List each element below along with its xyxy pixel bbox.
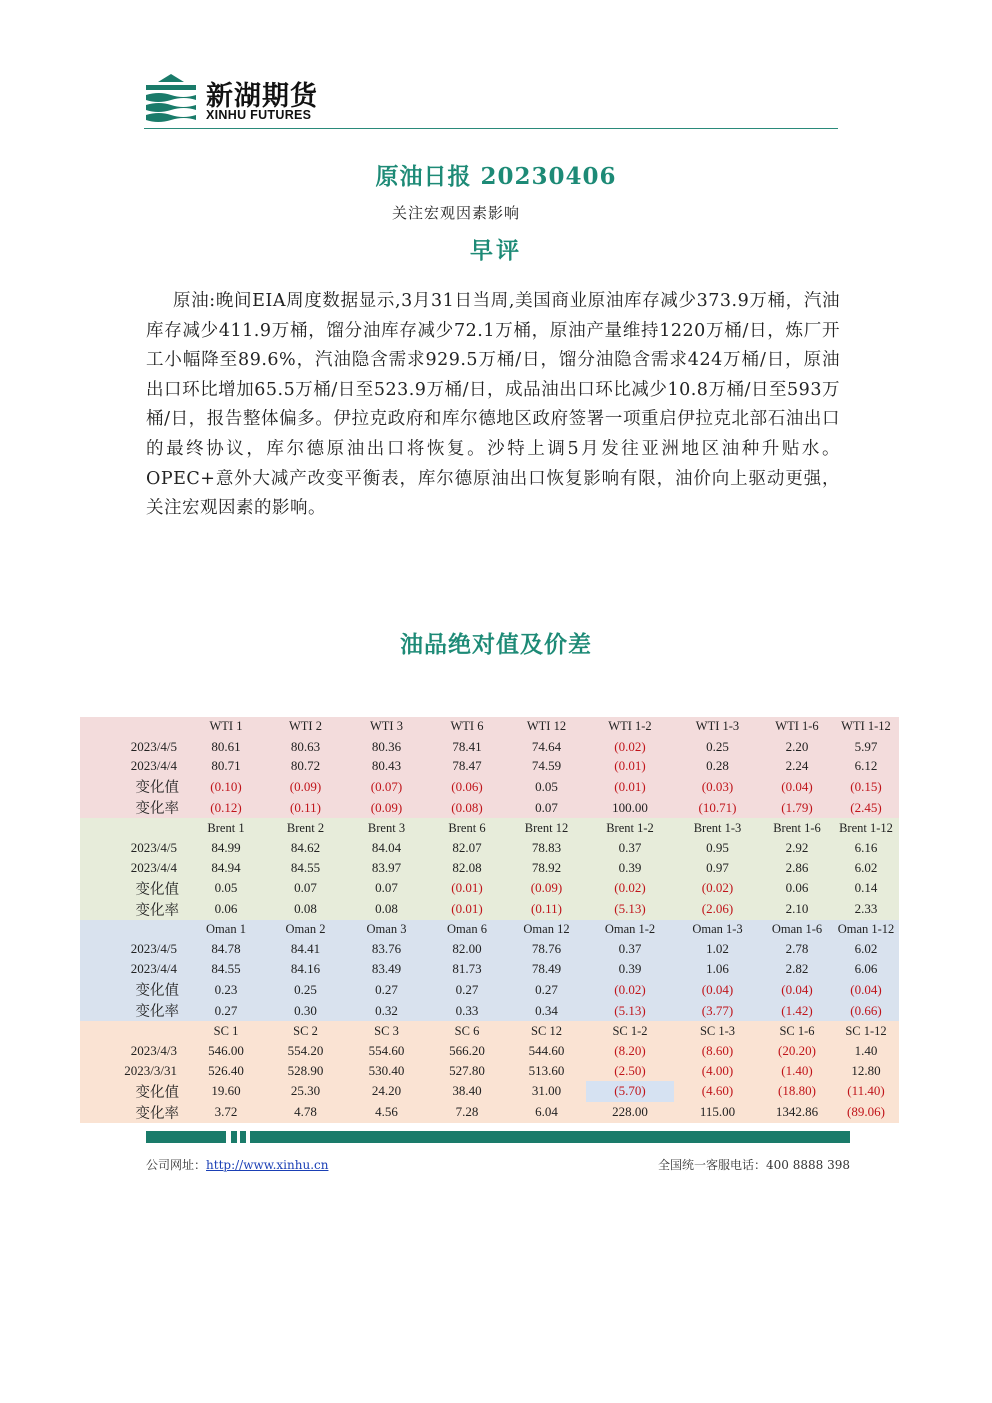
table-cell: 84.41: [265, 940, 346, 960]
column-header: WTI 3: [346, 717, 427, 737]
footer-bar: [250, 1131, 850, 1143]
section-heading-morning: 早评: [470, 237, 522, 264]
table-row: [80, 1000, 899, 1021]
row-label: 变化率: [80, 1102, 187, 1123]
table-cell: (0.09): [346, 797, 427, 818]
table-row: [80, 1102, 899, 1123]
table-cell: (0.04): [674, 979, 761, 1000]
table-cell: 6.04: [507, 1102, 586, 1123]
table-cell: 6.02: [833, 940, 899, 960]
table-cell: 78.83: [507, 838, 586, 858]
row-label: 2023/4/4: [80, 959, 187, 979]
website-label: 公司网址：: [146, 1158, 207, 1172]
column-header: Oman 1-12: [833, 920, 899, 940]
table-cell: 546.00: [187, 1041, 265, 1061]
table-header-row: [80, 717, 899, 737]
column-header: WTI 1-3: [674, 717, 761, 737]
table-cell: 527.80: [427, 1061, 507, 1081]
table-cell: (8.60): [674, 1041, 761, 1061]
table-cell: 2.20: [761, 737, 833, 757]
xinhu-logo-icon: [144, 72, 198, 126]
table-row: [80, 757, 899, 777]
column-header: Brent 1-6: [761, 818, 833, 838]
table-cell: 82.00: [427, 940, 507, 960]
table-row: [80, 940, 899, 960]
table-cell: 80.71: [187, 757, 265, 777]
table-cell: (0.02): [586, 878, 674, 899]
table-cell: 2.10: [761, 899, 833, 920]
table-cell: 115.00: [674, 1102, 761, 1123]
table-cell: 0.25: [265, 979, 346, 1000]
table-cell: (0.02): [586, 737, 674, 757]
table-cell: 84.55: [265, 858, 346, 878]
row-label: 2023/4/5: [80, 737, 187, 757]
table-cell: 1.40: [833, 1041, 899, 1061]
row-label: 变化率: [80, 899, 187, 920]
table-cell: 0.37: [586, 940, 674, 960]
table-cell: (18.80): [761, 1081, 833, 1102]
table-cell: 1.06: [674, 959, 761, 979]
column-header: WTI 6: [427, 717, 507, 737]
table-cell: 0.27: [346, 979, 427, 1000]
table-cell: 228.00: [586, 1102, 674, 1123]
table-cell: 78.47: [427, 757, 507, 777]
table-cell: 0.27: [427, 979, 507, 1000]
footer-bar: [231, 1131, 237, 1143]
footer-bar: [146, 1131, 226, 1143]
website-link[interactable]: http://www.xinhu.cn: [206, 1158, 329, 1172]
table-cell: 554.60: [346, 1041, 427, 1061]
table-cell: 0.05: [507, 776, 586, 797]
column-header: Oman 1-6: [761, 920, 833, 940]
column-header: SC 6: [427, 1021, 507, 1041]
column-header: Brent 12: [507, 818, 586, 838]
table-cell: (0.01): [427, 878, 507, 899]
header-blank-cell: [80, 717, 187, 737]
table-cell: 83.76: [346, 940, 427, 960]
table-cell: (0.09): [265, 776, 346, 797]
table-cell: 0.97: [674, 858, 761, 878]
table-cell: 528.90: [265, 1061, 346, 1081]
table-cell: 0.07: [507, 797, 586, 818]
row-label: 2023/4/4: [80, 858, 187, 878]
table-cell: 0.25: [674, 737, 761, 757]
table-cell: (0.03): [674, 776, 761, 797]
table-cell: 0.27: [187, 1000, 265, 1021]
table-cell: (2.50): [586, 1061, 674, 1081]
brand-name-en: XINHU FUTURES: [206, 108, 312, 122]
table-cell: 2.33: [833, 899, 899, 920]
table-cell: 25.30: [265, 1081, 346, 1102]
table-cell: (0.02): [586, 979, 674, 1000]
table-cell: 513.60: [507, 1061, 586, 1081]
column-header: WTI 1-6: [761, 717, 833, 737]
table-cell: 0.95: [674, 838, 761, 858]
table-cell: (3.77): [674, 1000, 761, 1021]
table-cell: (20.20): [761, 1041, 833, 1061]
table-cell: 78.76: [507, 940, 586, 960]
table-cell: 0.30: [265, 1000, 346, 1021]
row-label: 2023/4/5: [80, 838, 187, 858]
table-cell: 12.80: [833, 1061, 899, 1081]
table-cell: 82.07: [427, 838, 507, 858]
column-header: Oman 6: [427, 920, 507, 940]
row-label: 变化值: [80, 979, 187, 1000]
table-cell: 0.07: [265, 878, 346, 899]
table-cell: 0.08: [265, 899, 346, 920]
table-cell: (0.12): [187, 797, 265, 818]
table-cell: 2.92: [761, 838, 833, 858]
table-cell: (5.70): [586, 1081, 674, 1102]
footer-hotline: 全国统一客服电话：400 8888 398: [658, 1158, 850, 1172]
table-cell: 0.37: [586, 838, 674, 858]
table-cell: (0.15): [833, 776, 899, 797]
table-cell: (89.06): [833, 1102, 899, 1123]
column-header: SC 1-6: [761, 1021, 833, 1041]
table-cell: 7.28: [427, 1102, 507, 1123]
header-divider: [144, 128, 838, 129]
table-cell: 0.28: [674, 757, 761, 777]
table-header-row: [80, 818, 899, 838]
table-cell: (1.42): [761, 1000, 833, 1021]
column-header: Brent 1-3: [674, 818, 761, 838]
section-heading-table: 油品绝对值及价差: [400, 631, 592, 658]
table-cell: 0.06: [761, 878, 833, 899]
table-row: [80, 776, 899, 797]
table-cell: 6.06: [833, 959, 899, 979]
table-cell: 78.92: [507, 858, 586, 878]
table-cell: 83.97: [346, 858, 427, 878]
column-header: WTI 1-12: [833, 717, 899, 737]
table-cell: (0.04): [761, 979, 833, 1000]
table-cell: (2.06): [674, 899, 761, 920]
table-cell: 80.36: [346, 737, 427, 757]
table-cell: 3.72: [187, 1102, 265, 1123]
table-cell: 4.78: [265, 1102, 346, 1123]
table-cell: (5.13): [586, 899, 674, 920]
header-blank-cell: [80, 920, 187, 940]
header-blank-cell: [80, 818, 187, 838]
column-header: SC 1-2: [586, 1021, 674, 1041]
table-row: [80, 858, 899, 878]
row-label: 变化值: [80, 878, 187, 899]
table-cell: 1.02: [674, 940, 761, 960]
footer-website: [146, 1156, 328, 1173]
table-cell: (0.02): [674, 878, 761, 899]
table-cell: 74.64: [507, 737, 586, 757]
table-cell: (8.20): [586, 1041, 674, 1061]
column-header: Oman 3: [346, 920, 427, 940]
table-cell: (1.40): [761, 1061, 833, 1081]
table-cell: 544.60: [507, 1041, 586, 1061]
table-header-row: [80, 1021, 899, 1041]
table-cell: 0.23: [187, 979, 265, 1000]
column-header: Oman 12: [507, 920, 586, 940]
table-cell: 2.82: [761, 959, 833, 979]
report-title: 原油日报 20230406: [375, 163, 617, 190]
company-logo: [144, 72, 344, 128]
row-label: 变化值: [80, 776, 187, 797]
row-label: 变化率: [80, 1000, 187, 1021]
table-cell: 4.56: [346, 1102, 427, 1123]
table-cell: 2.24: [761, 757, 833, 777]
table-row: [80, 838, 899, 858]
row-label: 变化率: [80, 797, 187, 818]
table-cell: (4.00): [674, 1061, 761, 1081]
table-cell: 84.62: [265, 838, 346, 858]
column-header: WTI 1-2: [586, 717, 674, 737]
footer-bar: [240, 1131, 246, 1143]
table-row: [80, 1041, 899, 1061]
table-cell: (0.04): [761, 776, 833, 797]
table-row: [80, 959, 899, 979]
row-label: 2023/4/5: [80, 940, 187, 960]
row-label: 2023/3/31: [80, 1061, 187, 1081]
table-row: [80, 878, 899, 899]
table-row: [80, 1081, 899, 1102]
table-cell: 0.32: [346, 1000, 427, 1021]
table-cell: 78.49: [507, 959, 586, 979]
table-cell: (0.66): [833, 1000, 899, 1021]
table-cell: (0.01): [586, 776, 674, 797]
table-cell: 38.40: [427, 1081, 507, 1102]
table-row: [80, 1061, 899, 1081]
column-header: SC 3: [346, 1021, 427, 1041]
table-cell: (5.13): [586, 1000, 674, 1021]
column-header: SC 1-3: [674, 1021, 761, 1041]
table-cell: (0.06): [427, 776, 507, 797]
table-cell: (0.07): [346, 776, 427, 797]
table-cell: 554.20: [265, 1041, 346, 1061]
column-header: SC 1-12: [833, 1021, 899, 1041]
table-cell: 0.39: [586, 959, 674, 979]
table-cell: 6.12: [833, 757, 899, 777]
table-cell: (0.01): [427, 899, 507, 920]
table-row: [80, 797, 899, 818]
column-header: Brent 3: [346, 818, 427, 838]
table-cell: 84.78: [187, 940, 265, 960]
table-cell: 0.14: [833, 878, 899, 899]
column-header: Oman 1: [187, 920, 265, 940]
table-header-row: [80, 920, 899, 940]
table-cell: 80.72: [265, 757, 346, 777]
table-cell: 31.00: [507, 1081, 586, 1102]
table-cell: 526.40: [187, 1061, 265, 1081]
row-label: 2023/4/3: [80, 1041, 187, 1061]
table-cell: (2.45): [833, 797, 899, 818]
table-cell: 84.55: [187, 959, 265, 979]
table-cell: 78.41: [427, 737, 507, 757]
table-cell: (0.08): [427, 797, 507, 818]
table-cell: (0.01): [586, 757, 674, 777]
report-subtitle: 关注宏观因素影响: [392, 204, 521, 222]
table-cell: 80.61: [187, 737, 265, 757]
column-header: Oman 1-3: [674, 920, 761, 940]
table-cell: 80.43: [346, 757, 427, 777]
table-cell: 84.16: [265, 959, 346, 979]
table-cell: 0.34: [507, 1000, 586, 1021]
table-cell: 84.94: [187, 858, 265, 878]
table-cell: 0.33: [427, 1000, 507, 1021]
table-cell: 530.40: [346, 1061, 427, 1081]
column-header: Oman 1-2: [586, 920, 674, 940]
table-cell: 74.59: [507, 757, 586, 777]
commentary-paragraph: 原油:晚间EIA周度数据显示,3月31日当周,美国商业原油库存减少373.9万桶，汽油库存减少411.9万桶，馏分油库存减少72.1万桶，原油产量维持1220万桶/日，炼厂开工小幅降至89.6%，汽油隐含需求929.5万桶/日，馏分油隐含需求424万桶/日，原油出口环比增加65.5万桶/日至523.9万桶/日，成品油出口环比减少10.8万桶/日至593万桶/日，报告整体偏多。伊拉克政府和库尔德地区政府签署一项重启伊拉克北部石油出口的最终协议，库尔德原油出口将恢复。沙特上调5月发往亚洲地区油种升贴水。OPEC+意外大减产改变平衡表，库尔德原油出口恢复影响有限，油价向上驱动更强，关注宏观因素的影响。: [146, 291, 840, 519]
column-header: Brent 1-12: [833, 818, 899, 838]
column-header: SC 12: [507, 1021, 586, 1041]
table-cell: 6.02: [833, 858, 899, 878]
table-cell: (1.79): [761, 797, 833, 818]
table-cell: 24.20: [346, 1081, 427, 1102]
table-row: [80, 979, 899, 1000]
table-cell: 6.16: [833, 838, 899, 858]
table-cell: 0.05: [187, 878, 265, 899]
column-header: Brent 2: [265, 818, 346, 838]
table-cell: 0.06: [187, 899, 265, 920]
table-cell: (4.60): [674, 1081, 761, 1102]
table-cell: (11.40): [833, 1081, 899, 1102]
table-cell: 0.07: [346, 878, 427, 899]
table-cell: 0.08: [346, 899, 427, 920]
table-cell: 80.63: [265, 737, 346, 757]
table-cell: 5.97: [833, 737, 899, 757]
column-header: SC 1: [187, 1021, 265, 1041]
table-cell: 81.73: [427, 959, 507, 979]
column-header: Brent 6: [427, 818, 507, 838]
column-header: WTI 1: [187, 717, 265, 737]
table-row: [80, 737, 899, 757]
table-cell: 19.60: [187, 1081, 265, 1102]
oil-price-spread-table: [80, 717, 899, 1123]
column-header: SC 2: [265, 1021, 346, 1041]
brand-name-cn: 新湖期货: [206, 81, 318, 112]
row-label: 变化值: [80, 1081, 187, 1102]
table-cell: (0.04): [833, 979, 899, 1000]
table-cell: 0.27: [507, 979, 586, 1000]
table-cell: 566.20: [427, 1041, 507, 1061]
table-cell: 100.00: [586, 797, 674, 818]
column-header: Brent 1-2: [586, 818, 674, 838]
table-cell: 82.08: [427, 858, 507, 878]
header-blank-cell: [80, 1021, 187, 1041]
row-label: 2023/4/4: [80, 757, 187, 777]
table-cell: (0.09): [507, 878, 586, 899]
table-cell: 2.86: [761, 858, 833, 878]
table-row: [80, 899, 899, 920]
table-cell: (0.11): [507, 899, 586, 920]
column-header: WTI 12: [507, 717, 586, 737]
column-header: WTI 2: [265, 717, 346, 737]
column-header: Brent 1: [187, 818, 265, 838]
table-cell: 83.49: [346, 959, 427, 979]
table-cell: 84.99: [187, 838, 265, 858]
table-cell: (0.11): [265, 797, 346, 818]
column-header: Oman 2: [265, 920, 346, 940]
table-cell: 84.04: [346, 838, 427, 858]
table-cell: 1342.86: [761, 1102, 833, 1123]
table-cell: 2.78: [761, 940, 833, 960]
table-cell: (0.10): [187, 776, 265, 797]
table-cell: (10.71): [674, 797, 761, 818]
table-cell: 0.39: [586, 858, 674, 878]
